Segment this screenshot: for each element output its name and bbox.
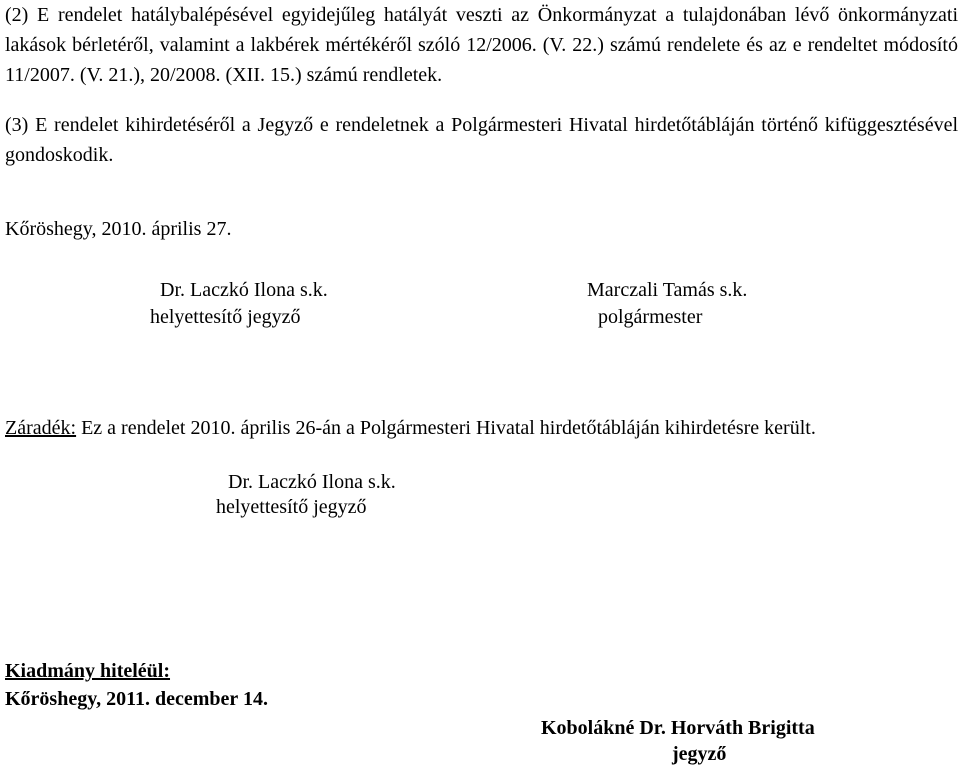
certification-signer-name: Kobolákné Dr. Horváth Brigitta	[541, 717, 815, 739]
clause-signature-name: Dr. Laczkó Ilona s.k.	[228, 471, 396, 493]
certification-signer-title: jegyző	[672, 743, 727, 765]
clause-text: Ez a rendelet 2010. április 26-án a Polgármesteri Hivatal hirdetőtábláján kihirdetésre került.	[76, 417, 816, 439]
certification-place-date: Kőröshegy, 2011. december 14.	[5, 688, 268, 710]
right-signature-title: polgármester	[598, 306, 703, 328]
place-date: Kőröshegy, 2010. április 27.	[5, 218, 232, 240]
clause-label: Záradék:	[5, 417, 77, 439]
left-signature-name: Dr. Laczkó Ilona s.k.	[160, 279, 328, 301]
paragraph-3: (3) E rendelet kihirdetéséről a Jegyző e rendeletnek a Polgármesteri Hivatal hirdetőtábláján történő kifüggesztésével gondoskodik.	[5, 114, 958, 166]
left-signature-title: helyettesítő jegyző	[150, 306, 301, 328]
clause-signature-title: helyettesítő jegyző	[216, 496, 367, 518]
paragraph-2: (2) E rendelet hatálybalépésével egyidejűleg hatályát veszti az Önkormányzat a tulajdonában lévő önkormányzati lakások bérletéről, valamint a lakbérek mértékéről szóló 12/2006. (V. 22.) számú rendelete és az e rendeltet módosító 11/2007. (V. 21.), 20/2008. (XII. 15.) számú rendletek.	[5, 4, 958, 86]
certification-heading: Kiadmány hiteléül:	[5, 660, 171, 682]
clause-paragraph	[5, 413, 958, 444]
right-signature-name: Marczali Tamás s.k.	[587, 279, 748, 301]
